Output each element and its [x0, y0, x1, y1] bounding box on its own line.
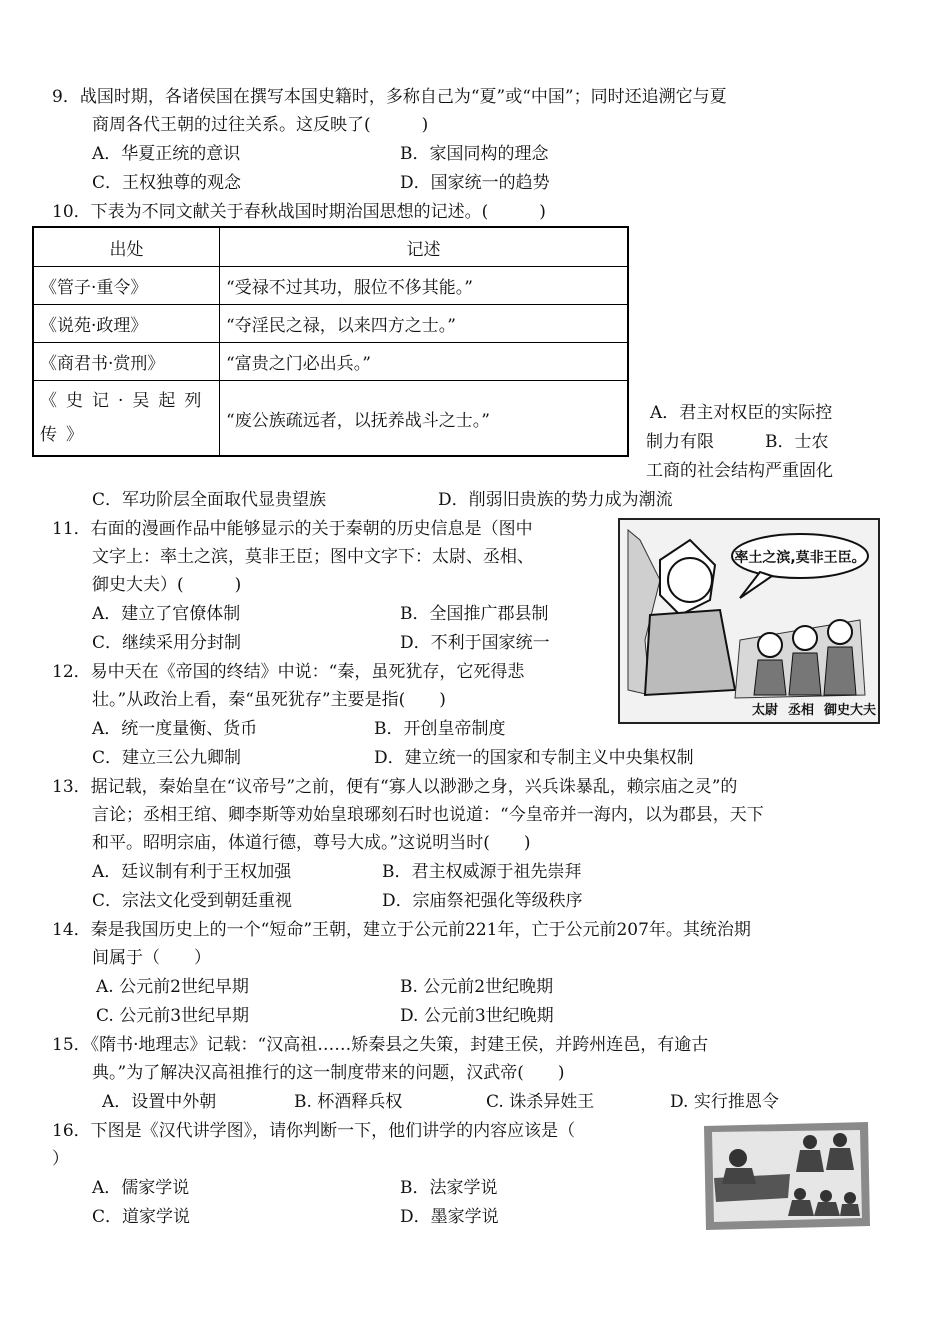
q12-option-a[interactable]: A．统一度量衡、货币 [92, 719, 258, 739]
q9-option-c[interactable]: C．王权独尊的观念 [92, 173, 242, 193]
cartoon-illustration [620, 520, 878, 722]
table-cell-source: 《商君书·赏刑》 [33, 343, 220, 381]
q10-stem: 10．下表为不同文献关于春秋战国时期治国思想的记述。( ) [52, 202, 546, 222]
q10-table [32, 226, 629, 457]
han-lecture-illustration [700, 1118, 872, 1232]
table-cell-record: “受禄不过其功，服位不侈其能。” [220, 267, 629, 305]
table-row [33, 305, 628, 343]
table-row [33, 267, 628, 305]
table-cell-source: 《管子·重令》 [33, 267, 220, 305]
q13-stem-line3: 和平。昭明宗庙，体道行德，尊号大成。”这说明当时( ) [92, 833, 531, 853]
q9-option-b[interactable]: B．家国同构的理念 [400, 144, 549, 164]
q9-stem-line2: 商周各代王朝的过往关系。这反映了( ) [92, 115, 429, 135]
q12-option-b[interactable]: B．开创皇帝制度 [374, 719, 506, 739]
table-cell-record: “废公族疏远者，以抚养战斗之士。” [220, 381, 629, 457]
table-cell-record: “富贵之门必出兵。” [220, 343, 629, 381]
q14-stem-line2: 间属于（ ） [92, 948, 211, 968]
cartoon-label-chengxiang: 丞相 [788, 703, 815, 718]
q9-option-a[interactable]: A．华夏正统的意识 [92, 144, 241, 164]
q13-option-b[interactable]: B．君主权威源于祖先崇拜 [382, 862, 582, 882]
q14-option-d[interactable]: D. 公元前3世纪晚期 [400, 1006, 554, 1026]
table-header-source: 出处 [33, 227, 220, 267]
q11-stem-line3: 御史大夫）( ) [92, 575, 242, 595]
q15-option-c[interactable]: C. 诛杀异姓王 [486, 1092, 595, 1112]
q11-option-b[interactable]: B．全国推广郡县制 [400, 604, 549, 624]
q10-option-a-line1[interactable]: A．君主对权臣的实际控 [650, 403, 833, 423]
table-cell-source: 《说苑·政理》 [33, 305, 220, 343]
q13-stem-line1: 13．据记载，秦始皇在“议帝号”之前，便有“寡人以渺渺之身，兴兵诛暴乱，赖宗庙之灵”的 [52, 777, 738, 797]
cartoon-label-yushidafu: 御史大夫 [824, 703, 877, 718]
q9-option-d[interactable]: D．国家统一的趋势 [400, 173, 550, 193]
q10-option-a-b-line2[interactable]: 制力有限 B．士农 [646, 432, 829, 452]
q13-stem-line2: 言论；丞相王绾、卿李斯等劝始皇琅琊刻石时也说道：“今皇帝并一海内，以为郡县，天下 [92, 805, 764, 825]
q16-option-a[interactable]: A．儒家学说 [92, 1178, 190, 1198]
q14-option-c[interactable]: C. 公元前3世纪早期 [96, 1006, 250, 1026]
q15-option-d[interactable]: D. 实行推恩令 [670, 1092, 779, 1112]
q9-stem-line1: 9．战国时期，各诸侯国在撰写本国史籍时，多称自己为“夏”或“中国”；同时还追溯它与夏 [52, 87, 727, 107]
q16-stem-line2: ） [52, 1149, 69, 1169]
cartoon-speech-text: 率土之滨,莫非王臣。 [734, 550, 866, 566]
q15-stem-line2: 典。”为了解决汉高祖推行的这一制度带来的问题，汉武帝( ) [92, 1063, 565, 1083]
q12-option-c[interactable]: C．建立三公九卿制 [92, 748, 242, 768]
q11-stem-line1: 11．右面的漫画作品中能够显示的关于秦朝的历史信息是（图中 [52, 519, 533, 539]
table-cell-record: “夺淫民之禄，以来四方之士。” [220, 305, 629, 343]
q13-option-c[interactable]: C．宗法文化受到朝廷重视 [92, 891, 293, 911]
table-header-row [33, 227, 628, 267]
q11-option-a[interactable]: A．建立了官僚体制 [92, 604, 241, 624]
q13-option-a[interactable]: A．廷议制有利于王权加强 [92, 862, 292, 882]
q14-option-b[interactable]: B. 公元前2世纪晚期 [400, 977, 554, 997]
table-row [33, 381, 628, 457]
q12-stem-line2: 壮。”从政治上看，秦“虽死犹存”主要是指( ) [92, 690, 446, 710]
q16-option-d[interactable]: D．墨家学说 [400, 1207, 499, 1227]
q16-option-c[interactable]: C．道家学说 [92, 1207, 191, 1227]
q16-option-b[interactable]: B．法家学说 [400, 1178, 498, 1198]
cartoon-label-taiwei: 太尉 [752, 703, 779, 718]
q14-option-a[interactable]: A. 公元前2世纪早期 [96, 977, 249, 997]
q11-stem-line2: 文字上：率土之滨，莫非王臣；图中文字下：太尉、丞相、 [92, 547, 534, 567]
q10-option-b-line3[interactable]: 工商的社会结构严重固化 [646, 461, 833, 481]
q11-option-d[interactable]: D．不利于国家统一 [400, 633, 550, 653]
q13-option-d[interactable]: D．宗庙祭祀强化等级秩序 [382, 891, 583, 911]
q10-option-c[interactable]: C．军功阶层全面取代显贵望族 [92, 490, 327, 510]
q14-stem-line1: 14．秦是我国历史上的一个“短命”王朝，建立于公元前221年，亡于公元前207年。其统治期 [52, 920, 751, 940]
q10-option-d[interactable]: D．削弱旧贵族的势力成为潮流 [438, 490, 673, 510]
q12-stem-line1: 12．易中天在《帝国的终结》中说：“秦，虽死犹存，它死得悲 [52, 662, 525, 682]
han-lecture-image [700, 1118, 872, 1232]
q11-option-c[interactable]: C．继续采用分封制 [92, 633, 242, 653]
qin-cartoon-image [618, 518, 880, 724]
table-cell-source [33, 381, 220, 457]
q15-option-a[interactable]: A．设置中外朝 [102, 1092, 217, 1112]
table-header-record: 记述 [220, 227, 629, 267]
q15-option-b[interactable]: B. 杯酒释兵权 [294, 1092, 403, 1112]
q12-option-d[interactable]: D．建立统一的国家和专制主义中央集权制 [374, 748, 694, 768]
q15-stem-line1: 15．《隋书·地理志》记载：“汉高祖……矫秦县之失策，封建王侯，并跨州连邑，有逾古 [52, 1035, 709, 1055]
table-cell-source-text: 《史记·吴起列传》 [40, 391, 211, 445]
q16-stem-line1: 16．下图是《汉代讲学图》，请你判断一下，他们讲学的内容应该是（ [52, 1121, 576, 1141]
table-row [33, 343, 628, 381]
